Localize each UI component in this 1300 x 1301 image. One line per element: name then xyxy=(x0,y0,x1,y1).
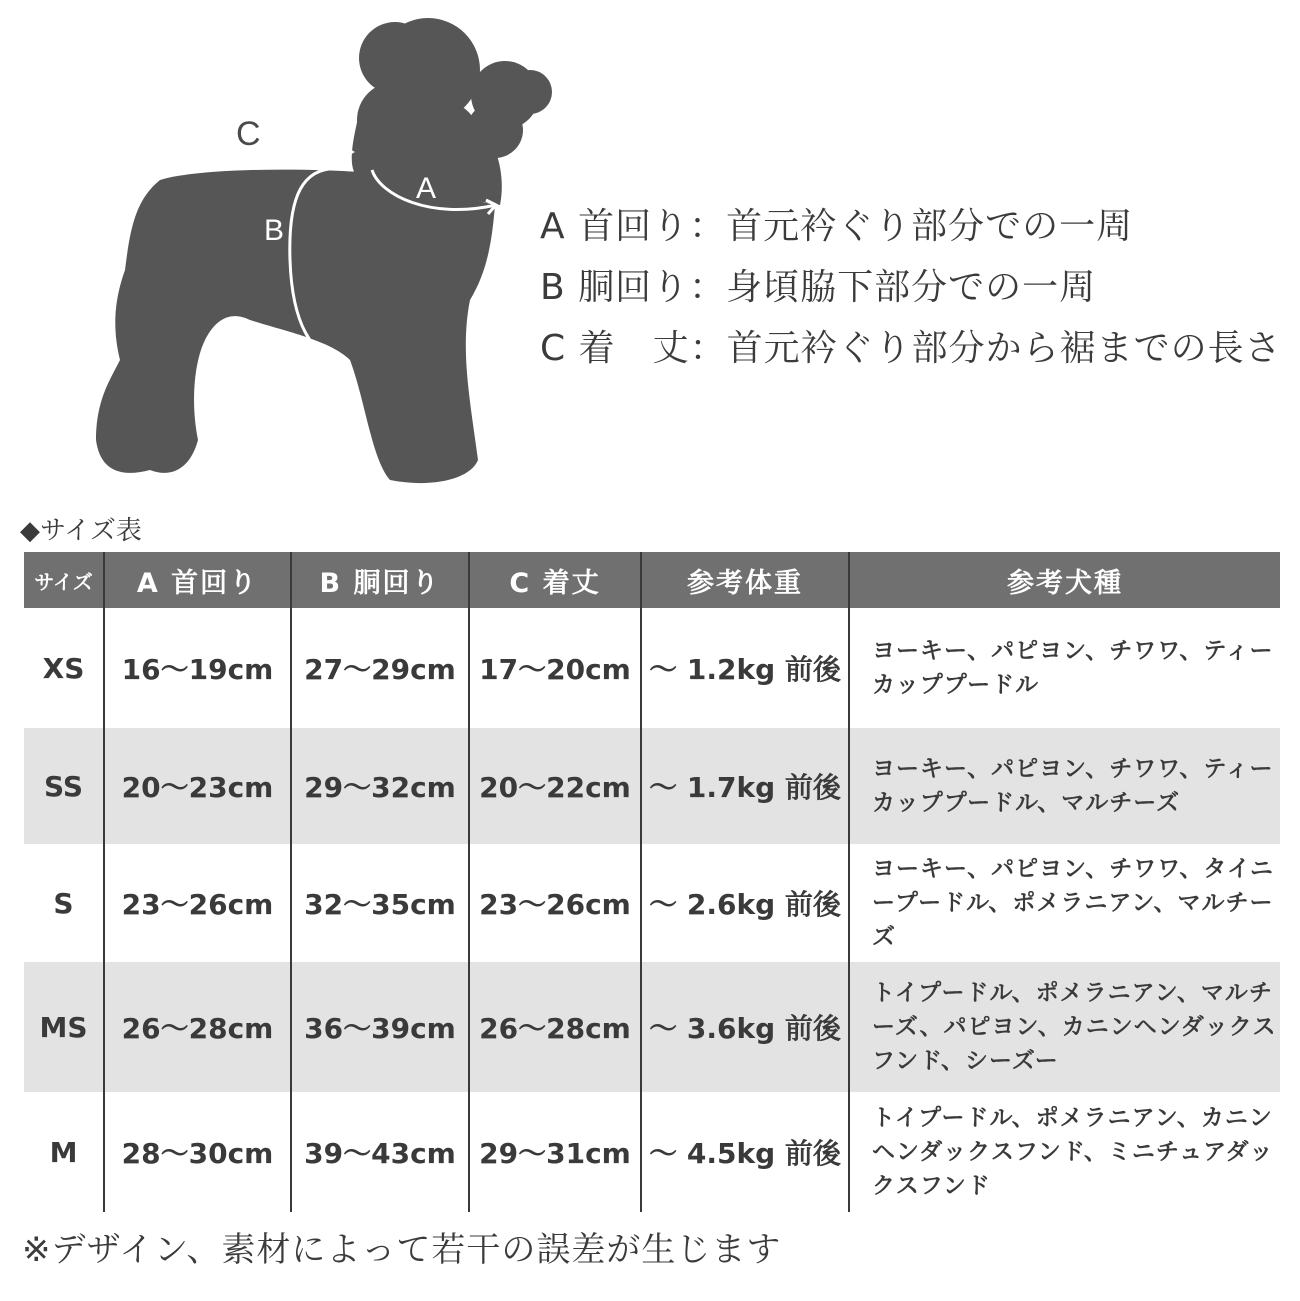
legend-item-c: C 着 丈：首元衿ぐり部分から裾までの長さ xyxy=(540,328,1282,369)
dog-silhouette xyxy=(96,18,552,483)
cell-length: 26～28cm xyxy=(469,962,641,1092)
cell-length: 29～31cm xyxy=(469,1092,641,1212)
cell-length: 17～20cm xyxy=(469,608,641,728)
cell-size: S xyxy=(53,886,74,920)
table-row xyxy=(24,728,1280,844)
cell-neck: 28～30cm xyxy=(104,1092,291,1212)
cell-length: 23～26cm xyxy=(469,844,641,962)
cell-weight: ～ 1.7kg 前後 xyxy=(641,728,849,844)
measurement-legend xyxy=(540,196,1282,379)
cell-length: 20～22cm xyxy=(469,728,641,844)
cell-size: M xyxy=(49,1135,78,1169)
cell-neck: 26～28cm xyxy=(104,962,291,1092)
cell-breeds: ヨーキー、パピヨン、チワワ、タイニープードル、ポメラニアン、マルチーズ xyxy=(849,844,1280,962)
cell-chest: 36～39cm xyxy=(291,962,469,1092)
header-length: C 着丈 xyxy=(469,552,641,608)
size-table xyxy=(24,552,1280,1212)
label-a: A xyxy=(416,172,437,205)
footnote: ※デザイン、素材によって若干の誤差が生じます xyxy=(22,1230,782,1270)
table-row xyxy=(24,844,1280,962)
header-breeds: 参考犬種 xyxy=(849,552,1280,608)
cell-neck: 20～23cm xyxy=(104,728,291,844)
cell-weight: ～ 1.2kg 前後 xyxy=(641,608,849,728)
cell-weight: ～ 2.6kg 前後 xyxy=(641,844,849,962)
table-header-row xyxy=(24,552,1280,608)
cell-weight: ～ 3.6kg 前後 xyxy=(641,962,849,1092)
cell-weight: ～ 4.5kg 前後 xyxy=(641,1092,849,1212)
size-table-title: ◆サイズ表 xyxy=(20,516,142,546)
legend-item-b: B 胴回り：身頃脇下部分での一周 xyxy=(540,267,1097,308)
b-arrow-head xyxy=(336,356,348,370)
cell-breeds: ヨーキー、パピヨン、チワワ、ティーカッププードル xyxy=(849,608,1280,728)
cell-chest: 39～43cm xyxy=(291,1092,469,1212)
cell-neck: 16～19cm xyxy=(104,608,291,728)
table-row xyxy=(24,1092,1280,1212)
table-row xyxy=(24,608,1280,728)
legend-item-a: A 首回り：首元衿ぐり部分での一周 xyxy=(540,206,1134,247)
label-b: B xyxy=(264,214,285,247)
cell-size: XS xyxy=(42,651,85,685)
cell-chest: 29～32cm xyxy=(291,728,469,844)
cell-breeds: ヨーキー、パピヨン、チワワ、ティーカッププードル、マルチーズ xyxy=(849,728,1280,844)
dog-measurement-diagram xyxy=(0,0,560,500)
label-c: C xyxy=(236,115,261,153)
cell-chest: 32～35cm xyxy=(291,844,469,962)
cell-breeds: トイプードル、ポメラニアン、マルチーズ、パピヨン、カニンヘンダックスフンド、シーズー xyxy=(849,962,1280,1092)
header-weight: 参考体重 xyxy=(641,552,849,608)
table-row xyxy=(24,962,1280,1092)
cell-size: MS xyxy=(24,962,104,1092)
cell-size: SS xyxy=(24,728,104,844)
header-chest: B 胴回り xyxy=(291,552,469,608)
header-size: サイズ xyxy=(24,552,104,608)
cell-neck: 23～26cm xyxy=(104,844,291,962)
cell-chest: 27～29cm xyxy=(291,608,469,728)
cell-breeds: トイプードル、ポメラニアン、カニンヘンダックスフンド、ミニチュアダックスフンド xyxy=(849,1092,1280,1212)
header-neck: A 首回り xyxy=(104,552,291,608)
